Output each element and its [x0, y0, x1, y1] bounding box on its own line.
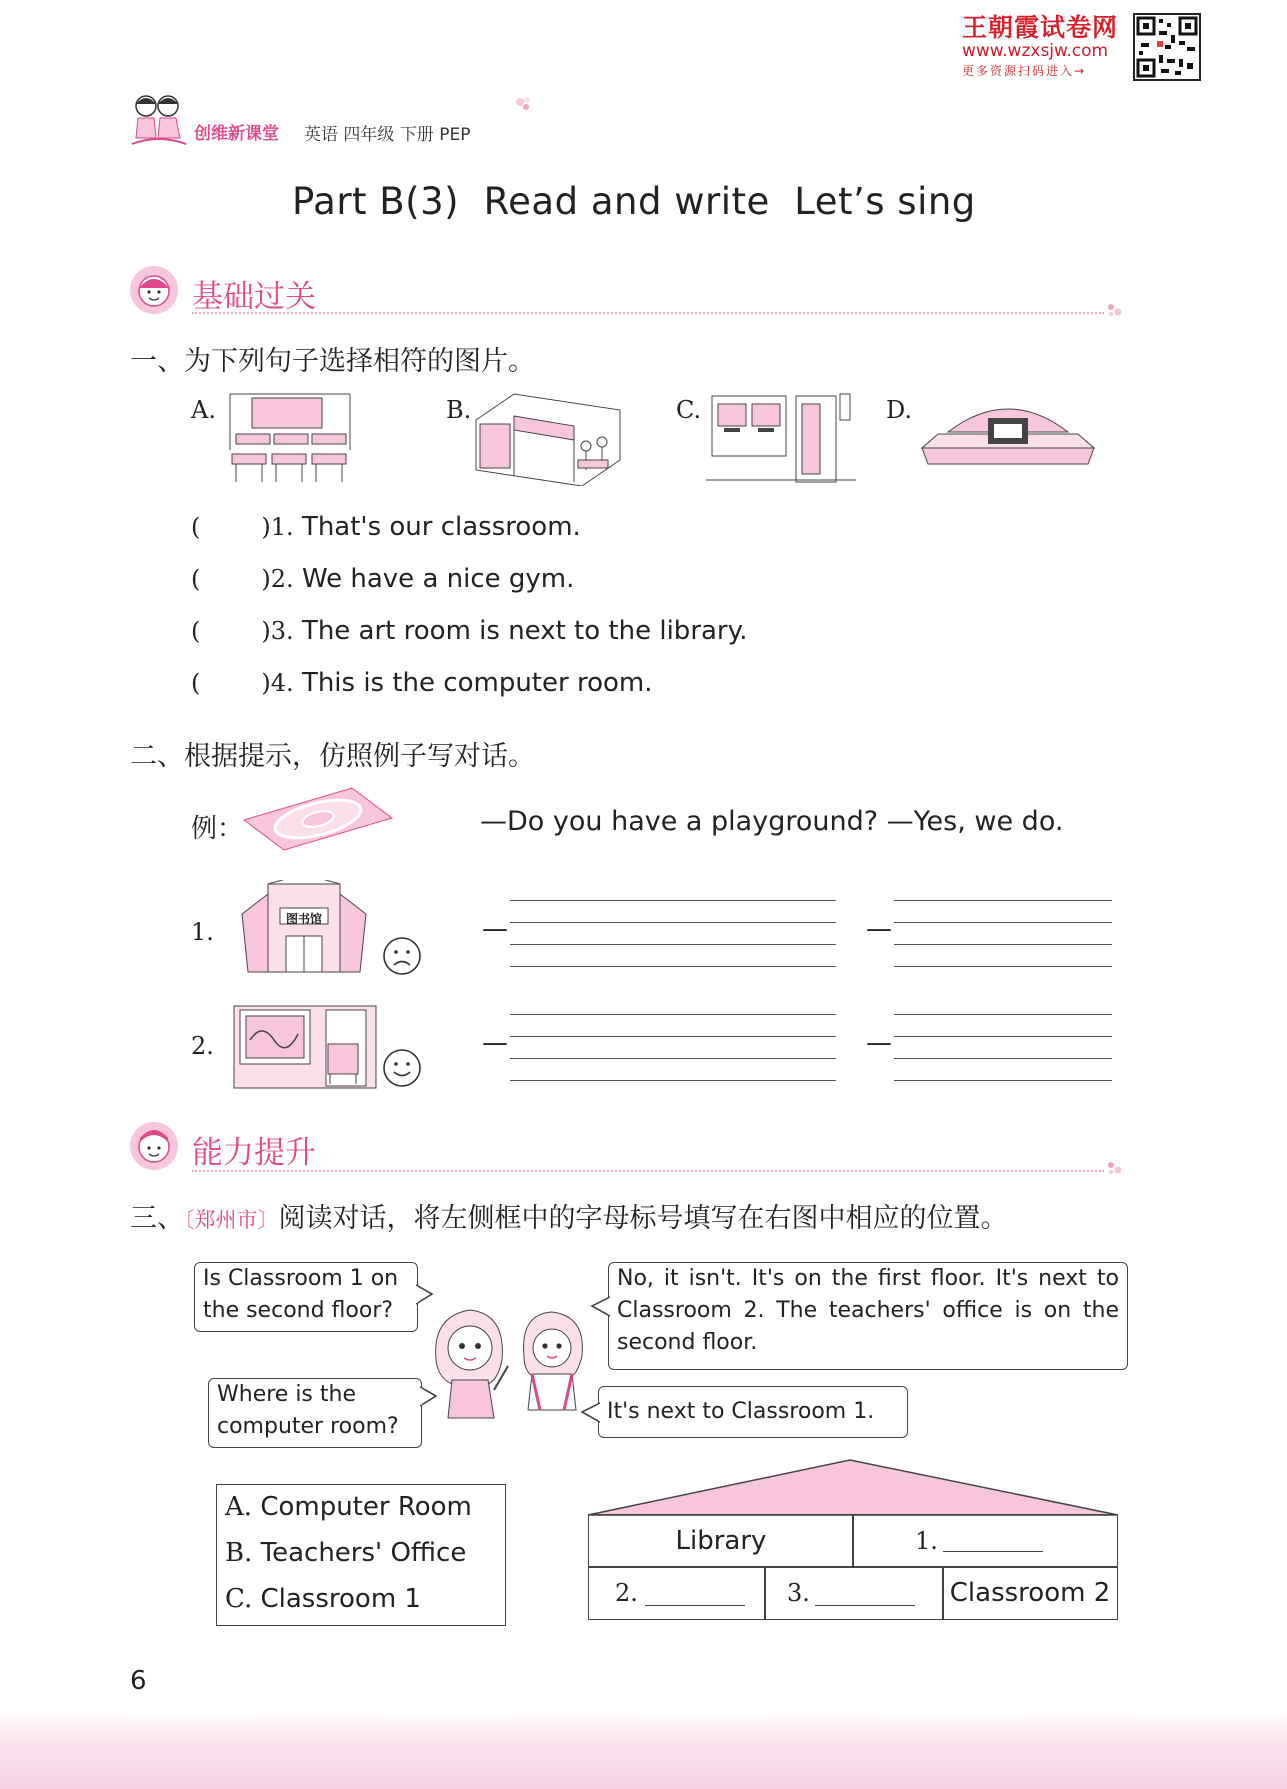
speech-bubble-answer-2: It's next to Classroom 1.	[598, 1386, 908, 1438]
row-1-number: 1.	[191, 918, 214, 946]
item-text: The art room is next to the library.	[301, 616, 748, 646]
girl-avatar-icon	[128, 264, 180, 316]
dash: —	[482, 1028, 508, 1058]
page-number: 6	[130, 1666, 147, 1696]
series-name: 创维新课堂	[194, 124, 279, 144]
answer-blank-1[interactable]	[943, 1527, 1043, 1552]
q2-heading: 二、根据提示，仿照例子写对话。	[130, 741, 535, 772]
write-line[interactable]	[894, 900, 1112, 901]
music-room-picture	[232, 1004, 378, 1090]
legend-text: Teachers' Office	[260, 1538, 467, 1568]
dash: —	[866, 914, 892, 944]
q1-item-2	[191, 564, 574, 594]
speech-bubble-question-1: Is Classroom 1 on the second floor?	[194, 1262, 418, 1332]
dots-decor-icon	[1106, 1160, 1126, 1170]
blank-number: 1.	[915, 1527, 938, 1555]
section-divider	[192, 312, 1104, 314]
answer-blank[interactable]: ( )	[191, 513, 271, 541]
write-line[interactable]	[510, 922, 836, 923]
write-line[interactable]	[894, 1058, 1112, 1059]
q3-heading	[130, 1196, 1008, 1235]
floor-1-classroom-2: Classroom 2	[942, 1566, 1118, 1620]
boy-avatar-icon	[128, 1120, 180, 1172]
q3-instruction: 阅读对话，将左侧框中的字母标号填写在右图中相应的位置。	[278, 1203, 1008, 1234]
option-d-label: D.	[886, 396, 913, 424]
region-tag: 〔郑州市〕	[184, 1208, 279, 1232]
classroom-picture	[222, 390, 358, 486]
write-line[interactable]	[894, 1036, 1112, 1037]
legend-item-b	[225, 1538, 466, 1568]
write-line[interactable]	[510, 1014, 836, 1015]
write-line[interactable]	[894, 966, 1112, 967]
brand-tagline: 更多资源扫码进入→	[962, 64, 1087, 78]
example-dialogue: —Do you have a playground? —Yes, we do.	[480, 806, 1064, 837]
q1-item-3	[191, 616, 748, 646]
section-basic-heading: 基础过关	[192, 279, 316, 315]
page-title: Part B(3) Read and write Let’s sing	[292, 180, 976, 223]
item-text: That's our classroom.	[301, 512, 581, 542]
bubble-tail	[590, 1296, 610, 1318]
kids-logo-icon	[128, 90, 188, 150]
building-roof	[586, 1458, 1120, 1516]
floor-1-room-3[interactable]	[764, 1566, 944, 1620]
happy-face-icon	[382, 1048, 422, 1088]
answer-blank[interactable]: ( )	[191, 669, 271, 697]
blank-number: 3.	[787, 1579, 810, 1607]
legend-text: Classroom 1	[260, 1584, 421, 1614]
legend-item-a	[225, 1492, 472, 1522]
write-line[interactable]	[894, 1080, 1112, 1081]
dash: —	[482, 914, 508, 944]
playground-picture	[240, 784, 396, 854]
write-line[interactable]	[510, 966, 836, 967]
section-advanced-heading: 能力提升	[192, 1135, 316, 1171]
item-text: We have a nice gym.	[301, 564, 575, 594]
write-line[interactable]	[894, 922, 1112, 923]
two-girls-picture	[428, 1300, 590, 1420]
write-line[interactable]	[510, 944, 836, 945]
example-label: 例：	[191, 814, 244, 844]
write-line[interactable]	[510, 1058, 836, 1059]
answer-blank[interactable]: ( )	[191, 565, 271, 593]
write-line[interactable]	[894, 944, 1112, 945]
write-line[interactable]	[894, 1014, 1112, 1015]
option-a-label: A.	[191, 396, 216, 424]
write-line[interactable]	[510, 1080, 836, 1081]
series-meta: 英语 四年级 下册 PEP	[304, 125, 471, 145]
item-number: 3.	[270, 617, 294, 645]
item-number: 2.	[270, 565, 294, 593]
item-number: 4.	[270, 669, 294, 697]
answer-blank[interactable]: ( )	[191, 617, 271, 645]
option-b-label: B.	[446, 396, 472, 424]
library-picture	[474, 390, 622, 486]
flower-decor-icon	[512, 92, 536, 116]
item-number: 1.	[270, 513, 294, 541]
row-2-number: 2.	[191, 1032, 214, 1060]
answer-blank-2[interactable]	[645, 1581, 745, 1606]
gym-picture	[918, 390, 1098, 470]
floor-2-room-1[interactable]	[852, 1514, 1118, 1568]
write-line[interactable]	[510, 900, 836, 901]
dash: —	[866, 1028, 892, 1058]
speech-bubble-answer-1: No, it isn't. It's on the first floor. It's next to Classroom 2. The teachers' office is on the second floor.	[608, 1262, 1128, 1370]
qr-code-icon[interactable]	[1133, 13, 1201, 81]
section-divider	[192, 1170, 1104, 1172]
answer-blank-3[interactable]	[815, 1581, 915, 1606]
legend-text: Computer Room	[260, 1492, 472, 1522]
sad-face-icon	[382, 936, 422, 976]
q1-item-4	[191, 668, 652, 698]
floor-2-library: Library	[588, 1514, 854, 1568]
legend-letter: B.	[225, 1538, 253, 1568]
speech-bubble-question-2: Where is the computer room?	[208, 1378, 422, 1448]
library-building-picture	[238, 880, 370, 980]
q3-prefix: 三、	[130, 1203, 184, 1234]
footer-band	[0, 1712, 1287, 1789]
q1-item-1	[191, 512, 581, 542]
dots-decor-icon	[1106, 302, 1126, 312]
option-c-label: C.	[676, 396, 702, 424]
blank-number: 2.	[615, 1579, 638, 1607]
legend-item-c	[225, 1584, 421, 1614]
brand-name: 王朝霞试卷网	[962, 13, 1119, 42]
computer-room-picture	[706, 390, 856, 486]
floor-1-room-2[interactable]	[588, 1566, 766, 1620]
write-line[interactable]	[510, 1036, 836, 1037]
brand-url[interactable]: www.wzxsjw.com	[962, 41, 1109, 61]
legend-letter: C.	[225, 1584, 253, 1614]
q1-heading: 一、为下列句子选择相符的图片。	[130, 346, 535, 377]
legend-letter: A.	[225, 1492, 253, 1522]
library-sign: 图书馆	[285, 912, 322, 926]
item-text: This is the computer room.	[301, 668, 653, 698]
